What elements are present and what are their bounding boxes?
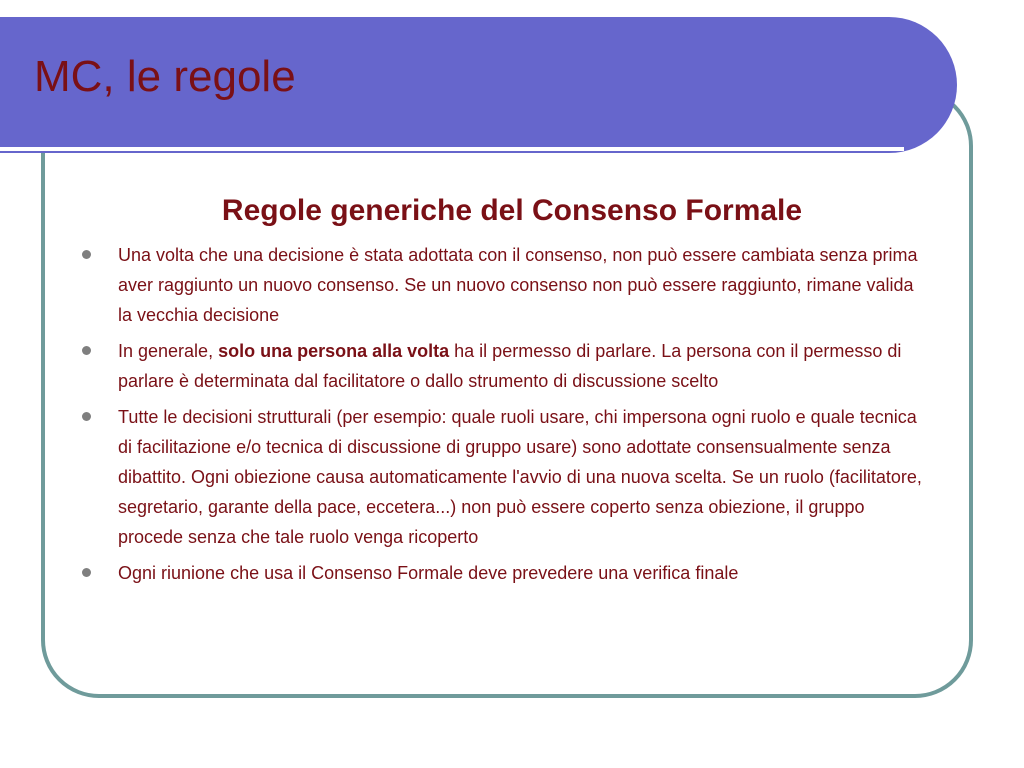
bullet-dot-icon — [82, 412, 91, 421]
bullet-text-start: In generale, — [118, 341, 219, 361]
bullet-item — [80, 558, 932, 588]
bullet-dot-icon — [82, 346, 91, 355]
slide-title: MC, le regole — [34, 52, 296, 101]
bullet-emphasis: solo una persona alla volta — [218, 341, 450, 361]
title-underline — [0, 147, 904, 151]
bullet-item — [80, 336, 932, 396]
bullet-dot-icon — [82, 250, 91, 259]
slide-subtitle: Regole generiche del Consenso Formale — [221, 194, 803, 227]
bullet-text — [118, 336, 932, 396]
bullet-item — [80, 240, 932, 330]
bullet-text: Una volta che una decisione è stata adottata con il consenso, non può essere cambiata senza prima aver raggiunto un nuovo consenso. Se un nuovo consenso non può essere raggiunto, rimane valida la vecchia decisione — [118, 245, 918, 325]
bullet-text-end: ha il permesso di parlare. La persona con il permesso di parlare è determinata dal facilitatore o dallo strumento di discussione scelto — [118, 341, 902, 391]
bullet-text: Ogni riunione che usa il Consenso Formale deve prevedere una verifica finale — [118, 563, 739, 583]
bullet-list — [80, 240, 932, 594]
bullet-dot-icon — [82, 568, 91, 577]
bullet-text: Tutte le decisioni strutturali (per esempio: quale ruoli usare, chi impersona ogni ruolo e quale tecnica di facilitazione e/o tecnica di discussione di gruppo usare) sono adottate consensualmente senza dibattito. Ogni obiezione causa automaticamente l'avvio di una nuova scelta. Se un ruolo (facilitatore, segretario, garante della pace, eccetera...) non può essere coperto senza obiezione, il gruppo procede senza che tale ruolo venga ricoperto — [118, 407, 922, 547]
bullet-item — [80, 402, 932, 552]
